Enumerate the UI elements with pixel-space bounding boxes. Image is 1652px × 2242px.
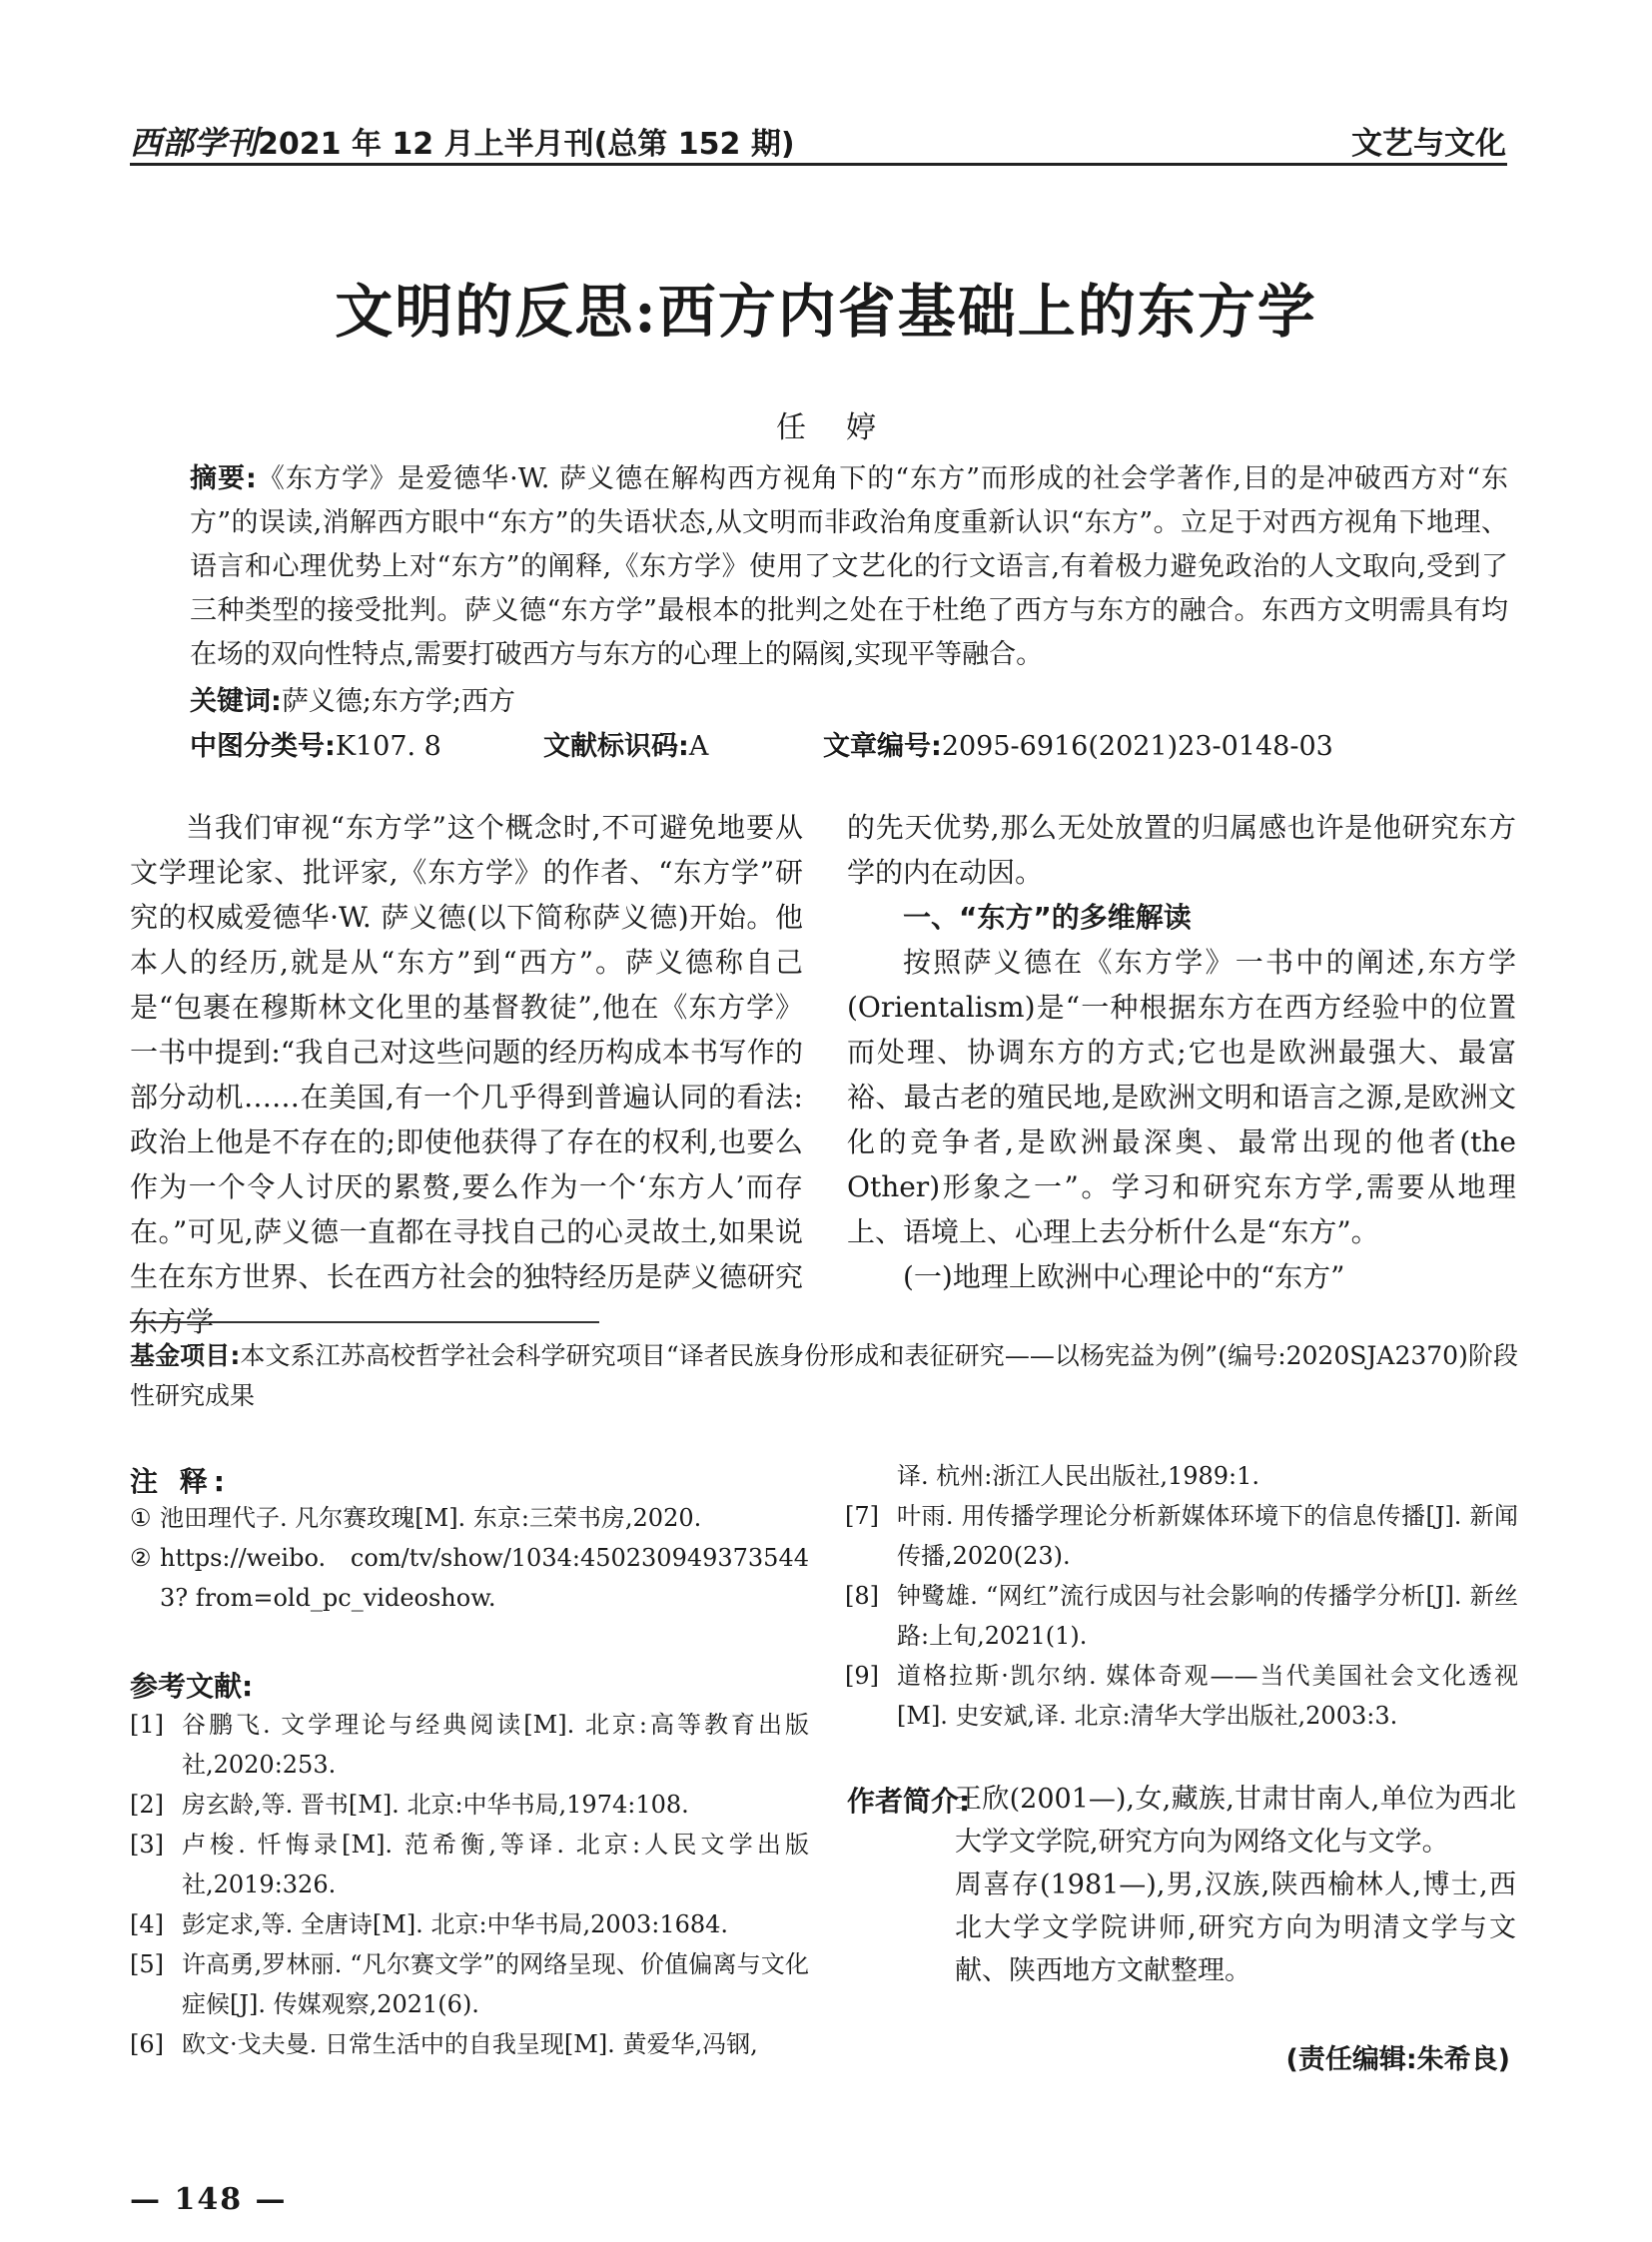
reference-text: 钟鹭雄. “网红”流行成因与社会影响的传播学分析[J]. 新丝路:上旬,2021(1). — [897, 1582, 1518, 1650]
journal-issue: 2021 年 12 月上半月刊(总第 152 期) — [258, 127, 795, 162]
section-heading: 一、“东方”的多维解读 — [903, 901, 1192, 934]
reference-text: 许高勇,罗林丽. “凡尔赛文学”的网络呈现、价值偏离与文化症候[J]. 传媒观察,2021(6). — [182, 1950, 809, 2018]
body-column-right — [847, 805, 1516, 1299]
author-bio — [955, 1778, 1516, 1992]
body-paragraph: 按照萨义德在《东方学》一书中的阐述,东方学(Orientalism)是“一种根据东方在西方经验中的位置而处理、协调东方的方式;它也是欧洲最强大、最富裕、最古老的殖民地,是欧洲文明和语言之源,是欧洲文化的竞争者,是欧洲最深奥、最常出现的他者(the Other)形象之一”。学习和研究东方学,需要从地理上、语境上、心理上去分析什么是“东方”。 — [847, 946, 1516, 1248]
reference-number: [8] — [845, 1582, 879, 1610]
keywords-text: 萨义德;东方学;西方 — [281, 686, 516, 717]
doc-code — [543, 724, 708, 763]
reference-text: 卢梭. 忏悔录[M]. 范希衡,等译. 北京:人民文学出版社,2019:326. — [182, 1831, 809, 1898]
reference-continuation: 译. 杭州:浙江人民出版社,1989:1. — [897, 1462, 1260, 1490]
reference-text: 道格拉斯·凯尔纳. 媒体奇观——当代美国社会文化透视[M]. 史安斌,译. 北京:清华大学出版社,2003:3. — [897, 1662, 1518, 1730]
section-name: 文艺与文化 — [1351, 126, 1506, 162]
note-number: ① — [130, 1504, 152, 1532]
subsection-heading: (一)地理上欧洲中心理论中的“东方” — [903, 1260, 1345, 1293]
reference-number: [7] — [845, 1502, 879, 1530]
doc-code-label: 文献标识码: — [543, 731, 689, 762]
reference-item — [130, 1705, 809, 1785]
reference-text: 叶雨. 用传播学理论分析新媒体环境下的信息传播[J]. 新闻传播,2020(23). — [897, 1502, 1518, 1570]
reference-number: [3] — [130, 1831, 164, 1859]
notes-list — [130, 1498, 809, 1618]
body-paragraph-continuation: 的先天优势,那么无处放置的归属感也许是他研究东方学的内在动因。 — [847, 811, 1516, 889]
reference-item — [130, 1785, 809, 1825]
article-number — [823, 724, 1333, 763]
footnote-rule — [130, 1321, 599, 1323]
note-item — [130, 1538, 809, 1618]
article-number-label: 文章编号: — [823, 731, 942, 762]
note-text: 池田理代子. 凡尔赛玫瑰[M]. 东京:三荣书房,2020. — [160, 1504, 702, 1532]
author-bio-entry: 王欣(2001—),女,藏族,甘肃甘南人,单位为西北大学文学院,研究方向为网络文化与文学。 — [955, 1784, 1516, 1858]
fund-note — [130, 1336, 1518, 1416]
reference-item — [845, 1496, 1518, 1576]
body-column-left — [130, 805, 803, 1344]
reference-item — [845, 1656, 1518, 1736]
fund-text: 本文系江苏高校哲学社会科学研究项目“译者民族身份形成和表征研究——以杨宪益为例”(编号:2020SJA2370)阶段性研究成果 — [130, 1341, 1518, 1410]
article-number-value: 2095-6916(2021)23-0148-03 — [941, 731, 1333, 762]
clc-value: K107. 8 — [335, 731, 441, 762]
responsible-editor: (责任编辑:朱希良) — [1285, 2044, 1510, 2075]
article-author: 任婷 — [776, 410, 916, 445]
reference-item — [845, 1576, 1518, 1656]
reference-number: [6] — [130, 2030, 164, 2058]
doc-code-value: A — [688, 731, 709, 762]
abstract — [190, 457, 1508, 677]
reference-item — [130, 1825, 809, 1904]
body-paragraph: 当我们审视“东方学”这个概念时,不可避免地要从文学理论家、批评家,《东方学》的作者、“东方学”研究的权威爱德华·W. 萨义德(以下简称萨义德)开始。他本人的经历,就是从“东方”到“西方”。萨义德称自己是“包裹在穆斯林文化里的基督教徒”,他在《东方学》一书中提到:“我自己对这些问题的经历构成本书写作的部分动机……在美国,有一个几乎得到普遍认同的看法:政治上他是不存在的;即使他获得了存在的权利,也要么作为一个令人讨厌的累赘,要么作为一个‘东方人’而存在。”可见,萨义德一直都在寻找自己的心灵故土,如果说生在东方世界、长在西方社会的独特经历是萨义德研究东方学 — [130, 811, 803, 1338]
page-number: — 148 — — [130, 2182, 288, 2217]
author-bio-entry: 周喜存(1981—),男,汉族,陕西榆林人,博士,西北大学文学院讲师,研究方向为明清文学与文献、陕西地方文献整理。 — [955, 1869, 1516, 1986]
reference-item — [130, 2024, 809, 2064]
references-list-left — [130, 1705, 809, 2064]
keywords — [190, 679, 515, 718]
reference-item — [130, 1944, 809, 2024]
reference-number: [9] — [845, 1662, 879, 1690]
fund-label: 基金项目: — [130, 1341, 241, 1370]
keywords-label: 关键词: — [190, 686, 282, 717]
reference-text: 谷鹏飞. 文学理论与经典阅读[M]. 北京:高等教育出版社,2020:253. — [182, 1711, 809, 1779]
article-title: 文明的反思:西方内省基础上的东方学 — [335, 278, 1317, 346]
reference-text: 房玄龄,等. 晋书[M]. 北京:中华书局,1974:108. — [182, 1791, 689, 1819]
notes-heading: 注 释: — [130, 1465, 231, 1498]
header-rule — [130, 163, 1507, 166]
reference-number: [5] — [130, 1950, 164, 1978]
note-text: https://weibo. com/tv/show/1034:4502309493735443? from=old_pc_videoshow. — [160, 1544, 809, 1612]
abstract-label: 摘要: — [190, 463, 257, 494]
reference-text: 彭定求,等. 全唐诗[M]. 北京:中华书局,2003:1684. — [182, 1910, 729, 1938]
reference-text: 欧文·戈夫曼. 日常生活中的自我呈现[M]. 黄爱华,冯钢, — [182, 2030, 758, 2058]
note-number: ② — [130, 1544, 152, 1572]
reference-number: [1] — [130, 1711, 164, 1739]
author-bio-label: 作者简介: — [847, 1785, 971, 1818]
references-list-right — [845, 1496, 1518, 1736]
reference-number: [2] — [130, 1791, 164, 1819]
references-heading: 参考文献: — [130, 1670, 254, 1703]
journal-header — [130, 118, 795, 164]
reference-item — [130, 1904, 809, 1944]
journal-name: 西部学刊 — [130, 124, 259, 162]
reference-number: [4] — [130, 1910, 164, 1938]
abstract-text: 《东方学》是爱德华·W. 萨义德在解构西方视角下的“东方”而形成的社会学著作,目的是冲破西方对“东方”的误读,消解西方眼中“东方”的失语状态,从文明而非政治角度重新认识“东方”。立足于对西方视角下地理、语言和心理优势上对“东方”的阐释,《东方学》使用了文艺化的行文语言,有着极力避免政治的人文取向,受到了三种类型的接受批判。萨义德“东方学”最根本的批判之处在于杜绝了西方与东方的融合。东西方文明需具有均在场的双向性特点,需要打破西方与东方的心理上的隔阂,实现平等融合。 — [190, 463, 1508, 670]
clc-label: 中图分类号: — [190, 731, 336, 762]
clc-code — [190, 724, 441, 763]
note-item — [130, 1498, 809, 1538]
